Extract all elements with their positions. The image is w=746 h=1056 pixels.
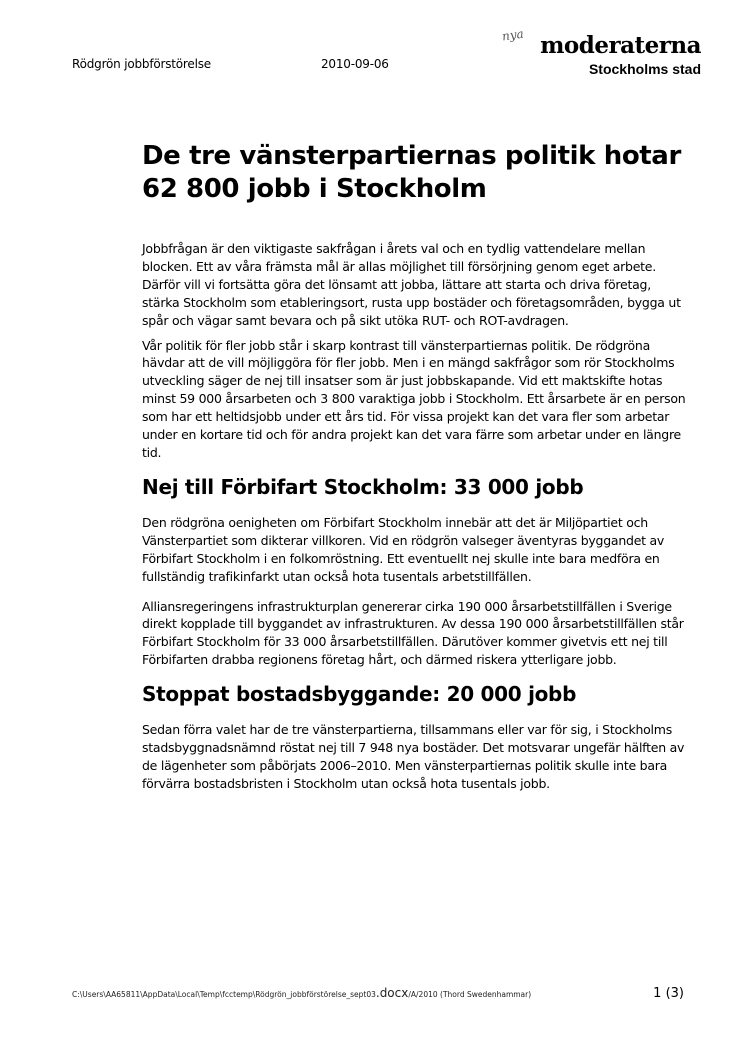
file-path-start: C:\Users\AA65811\AppData\Local\Temp\fcctemp\Rödgrön_jobbförstörelse_sept03 <box>72 990 376 999</box>
section-heading-forbifart: Nej till Förbifart Stockholm: 33 000 jobb <box>142 474 584 499</box>
bostader-paragraph-1: Sedan förra valet har de tre vänsterpartierna, tillsammans eller var för sig, i Stockholms stadsbyggnadsnämnd röstat nej till 7 948 nya bostäder. Det motsvarar ungefär hälften av de lägenheter som påbörjats 2006–2010. Men vänsterpartiernas politik skulle inte bara förvärra bostadsbristen i Stockholm utan också hota tusentals jobb. <box>142 722 685 791</box>
intro-paragraph-2: Vår politik för fler jobb står i skarp kontrast till vänsterpartiernas politik. De rödgröna hävdar att de vill möjliggöra för fler jobb. Men i en mängd sakfrågor som rör Stockholms utveckling säger de nej till insatser som är just jobbskapande. Vid ett maktskifte hotas minst 59 000 årsarbeten och 3 800 varaktiga jobb i Stockholm. Ett årsarbete är en person som har ett heltidsjobb under ett års tid. För vissa projekt kan det vara fler som arbetar under en kortare tid och för andra projekt kan det vara färre som arbetar under en längre tid. <box>142 337 686 460</box>
page-title: De tre vänsterpartiernas politik hotar 62 800 jobb i Stockholm <box>142 141 681 204</box>
document-body <box>142 140 687 800</box>
forbifart-paragraph-1: Den rödgröna oenigheten om Förbifart Stockholm innebär att det är Miljöpartiet och Vänsterpartiet som dikterar villkoren. Vid en rödgrön valseger äventyras byggandet av Förbifart Stockholm i en folkomröstning. Ett eventuellt nej skulle inte bara medföra en fullständig trafikinfarkt utan också hota tusentals arbetstillfällen. <box>142 514 665 584</box>
logo-subtitle: Stockholms stad <box>588 61 701 77</box>
page-number: 1 (3) <box>653 986 684 1001</box>
document-date: 2010-09-06 <box>321 57 389 71</box>
moderaterna-logo <box>501 26 701 77</box>
intro-paragraph-1: Jobbfrågan är den viktigaste sakfrågan i årets val och en tydlig vattendelare mellan blocken. Ett av våra främsta mål är allas möjlighet till försörjning genom eget arbete. Därför vill vi fortsätta göra det lönsamt att jobba, lättare att starta och driva företag, stärka Stockholm som etableringsort, rusta upp bostäder och företagsområden, bygga ut spår och vägar samt bevara och på sikt utöka RUT- och ROT-avdragen. <box>142 241 681 328</box>
file-path <box>72 988 542 1000</box>
logo-name: moderaterna <box>540 32 701 59</box>
section-heading-bostader: Stoppat bostadsbyggande: 20 000 jobb <box>142 682 577 707</box>
file-path-end: /A/2010 (Thord Swedenhammar) <box>408 990 532 999</box>
forbifart-paragraph-2: Alliansregeringens infrastrukturplan genererar cirka 190 000 årsarbetstillfällen i Sverige direkt kopplade till byggandet av infrastrukturen. Av dessa 190 000 årsarbetstillfällen står Förbifart Stockholm för 33 000 årsarbetstillfällen. Därutöver kommer givetvis ett nej till Förbifarten drabba regionens företag hårt, och därmed riskera ytterligare jobb. <box>142 598 684 668</box>
logo-prefix: nya <box>501 26 525 44</box>
file-path-ext: .docx <box>375 986 409 1000</box>
document-title: Rödgrön jobbförstörelse <box>72 57 211 71</box>
